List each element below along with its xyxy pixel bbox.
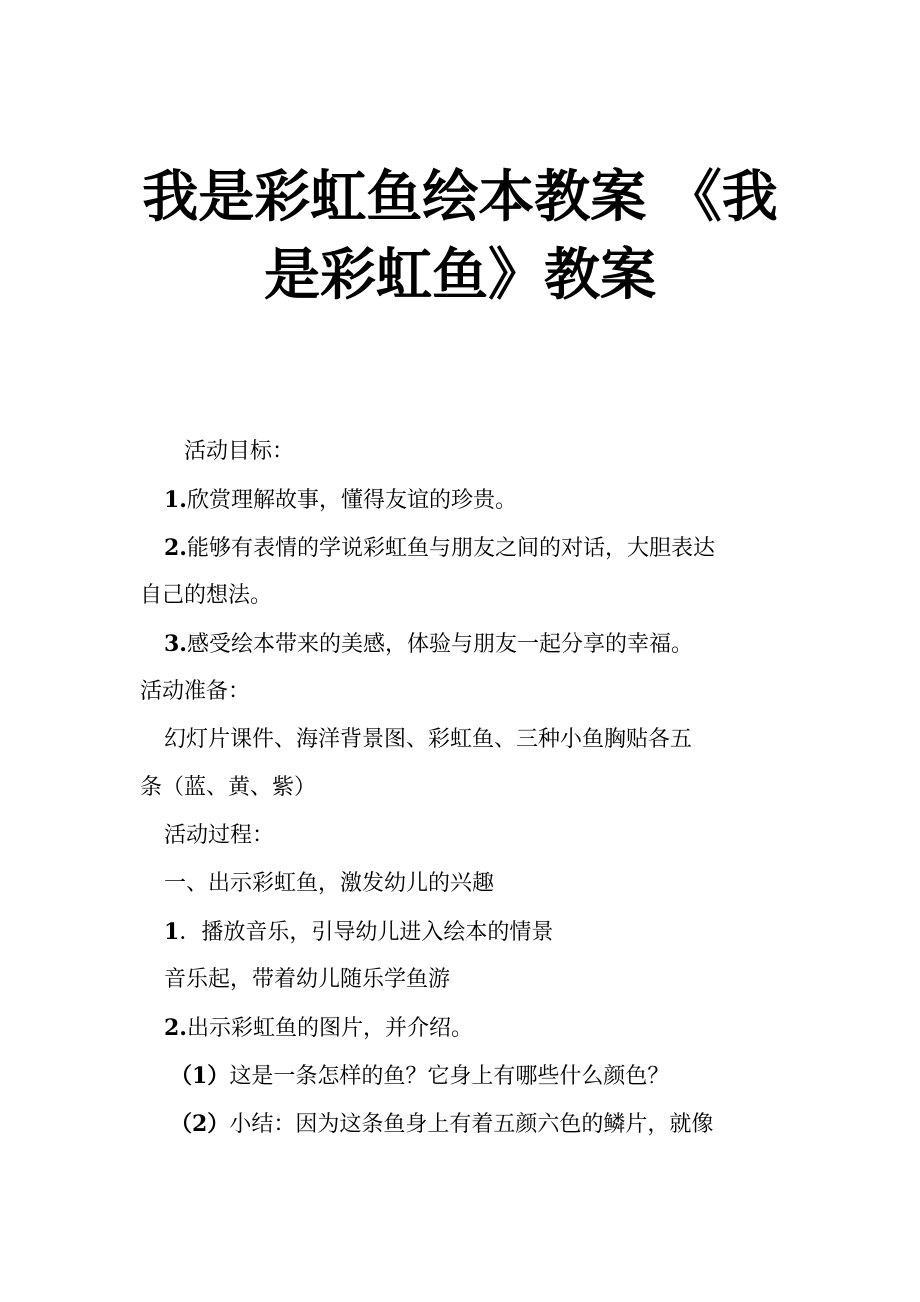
question-1-number: （1）: [170, 1063, 230, 1089]
goal-3: [140, 620, 790, 668]
document-title: [120, 158, 800, 314]
goal-2-continued: 自己的想法。: [140, 583, 273, 608]
goals-heading: 活动目标：: [184, 439, 295, 464]
process-heading: 活动过程：: [164, 823, 275, 848]
prep-text-continued: 条（蓝、黄、紫）: [140, 775, 317, 800]
question-1: [140, 1052, 790, 1100]
question-2: [140, 1100, 790, 1148]
goal-2-number: 2.: [164, 535, 187, 561]
title-line-2: 是彩虹鱼》教案: [264, 242, 656, 308]
step-2-text: 出示彩虹鱼的图片，并介绍。: [186, 1016, 473, 1041]
title-line-1: 我是彩虹鱼绘本教案 《我: [142, 164, 778, 230]
goal-3-number: 3.: [164, 631, 187, 657]
step-1: [140, 908, 790, 956]
prep-heading: 活动准备：: [140, 679, 251, 704]
goal-3-text: 感受绘本带来的美感，体验与朋友一起分享的幸福。: [186, 632, 693, 657]
step-1-text: ．播放音乐，引导幼儿进入绘本的情景: [179, 920, 554, 945]
goal-1: [140, 476, 790, 524]
goal-2-text: 能够有表情的学说彩虹鱼与朋友之间的对话，大胆表达: [186, 536, 715, 561]
prep-text: 幻灯片课件、海洋背景图、彩虹鱼、三种小鱼胸贴各五: [164, 727, 693, 752]
question-1-text: 这是一条怎样的鱼？它身上有哪些什么颜色？: [229, 1064, 670, 1089]
step-1-detail: 音乐起，带着幼儿随乐学鱼游: [164, 967, 451, 992]
step-1-number: 1: [164, 919, 180, 945]
section-1-heading: 一、出示彩虹鱼，激发幼儿的兴趣: [164, 871, 495, 896]
step-2-number: 2.: [164, 1015, 187, 1041]
step-2: [140, 1004, 790, 1052]
goal-2: [140, 524, 790, 572]
document-body: [140, 428, 790, 1148]
question-2-text: 小结：因为这条鱼身上有着五颜六色的鳞片，就像: [229, 1112, 714, 1137]
goal-1-number: 1.: [164, 487, 187, 513]
question-2-number: （2）: [170, 1111, 230, 1137]
goal-1-text: 欣赏理解故事，懂得友谊的珍贵。: [186, 488, 517, 513]
